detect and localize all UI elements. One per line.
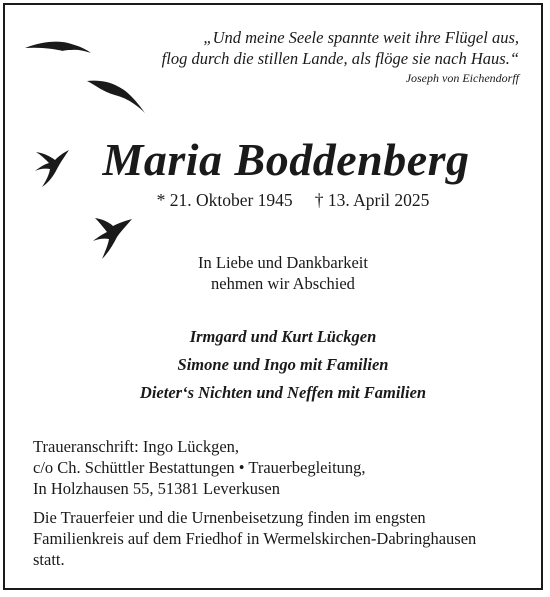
address-line: Traueranschrift: Ingo Lückgen, (33, 437, 240, 456)
swallow-icon (25, 42, 91, 53)
mourning-address (33, 436, 523, 499)
mourner-entry: Irmgard und Kurt Lückgen (189, 327, 377, 346)
quote-line: flog durch die stillen Lande, als flöge sie nach Haus.“ (161, 49, 519, 68)
poem-quote (99, 27, 519, 86)
death-date: † 13. April 2025 (314, 190, 430, 210)
ceremony-line: Die Trauerfeier und die Urnenbeisetzung finden im engsten (33, 508, 426, 527)
farewell-line: nehmen wir Abschied (211, 274, 355, 293)
life-dates (5, 189, 541, 211)
birth-date: * 21. Oktober 1945 (156, 190, 293, 210)
ceremony-line: Familienkreis auf dem Friedhof in Wermelskirchen-Dabringhausen (33, 529, 477, 548)
quote-line: „Und meine Seele spannte weit ihre Flügel aus, (203, 28, 519, 47)
mourner-entry: Simone und Ingo mit Familien (177, 355, 389, 374)
deceased-name: Maria Boddenberg (102, 134, 470, 185)
farewell-text (5, 252, 541, 294)
address-line: In Holzhausen 55, 51381 Leverkusen (33, 479, 280, 498)
ceremony-notice (33, 507, 528, 570)
farewell-line: In Liebe und Dankbarkeit (198, 253, 368, 272)
quote-author: Joseph von Eichendorff (405, 71, 519, 85)
address-line: c/o Ch. Schüttler Bestattungen • Trauerbegleitung, (33, 458, 366, 477)
mourner-entry: Dieter‘s Nichten und Neffen mit Familien (139, 383, 427, 402)
ceremony-line: statt. (33, 550, 65, 569)
mourners-list (5, 323, 541, 407)
obituary-card (3, 3, 543, 590)
